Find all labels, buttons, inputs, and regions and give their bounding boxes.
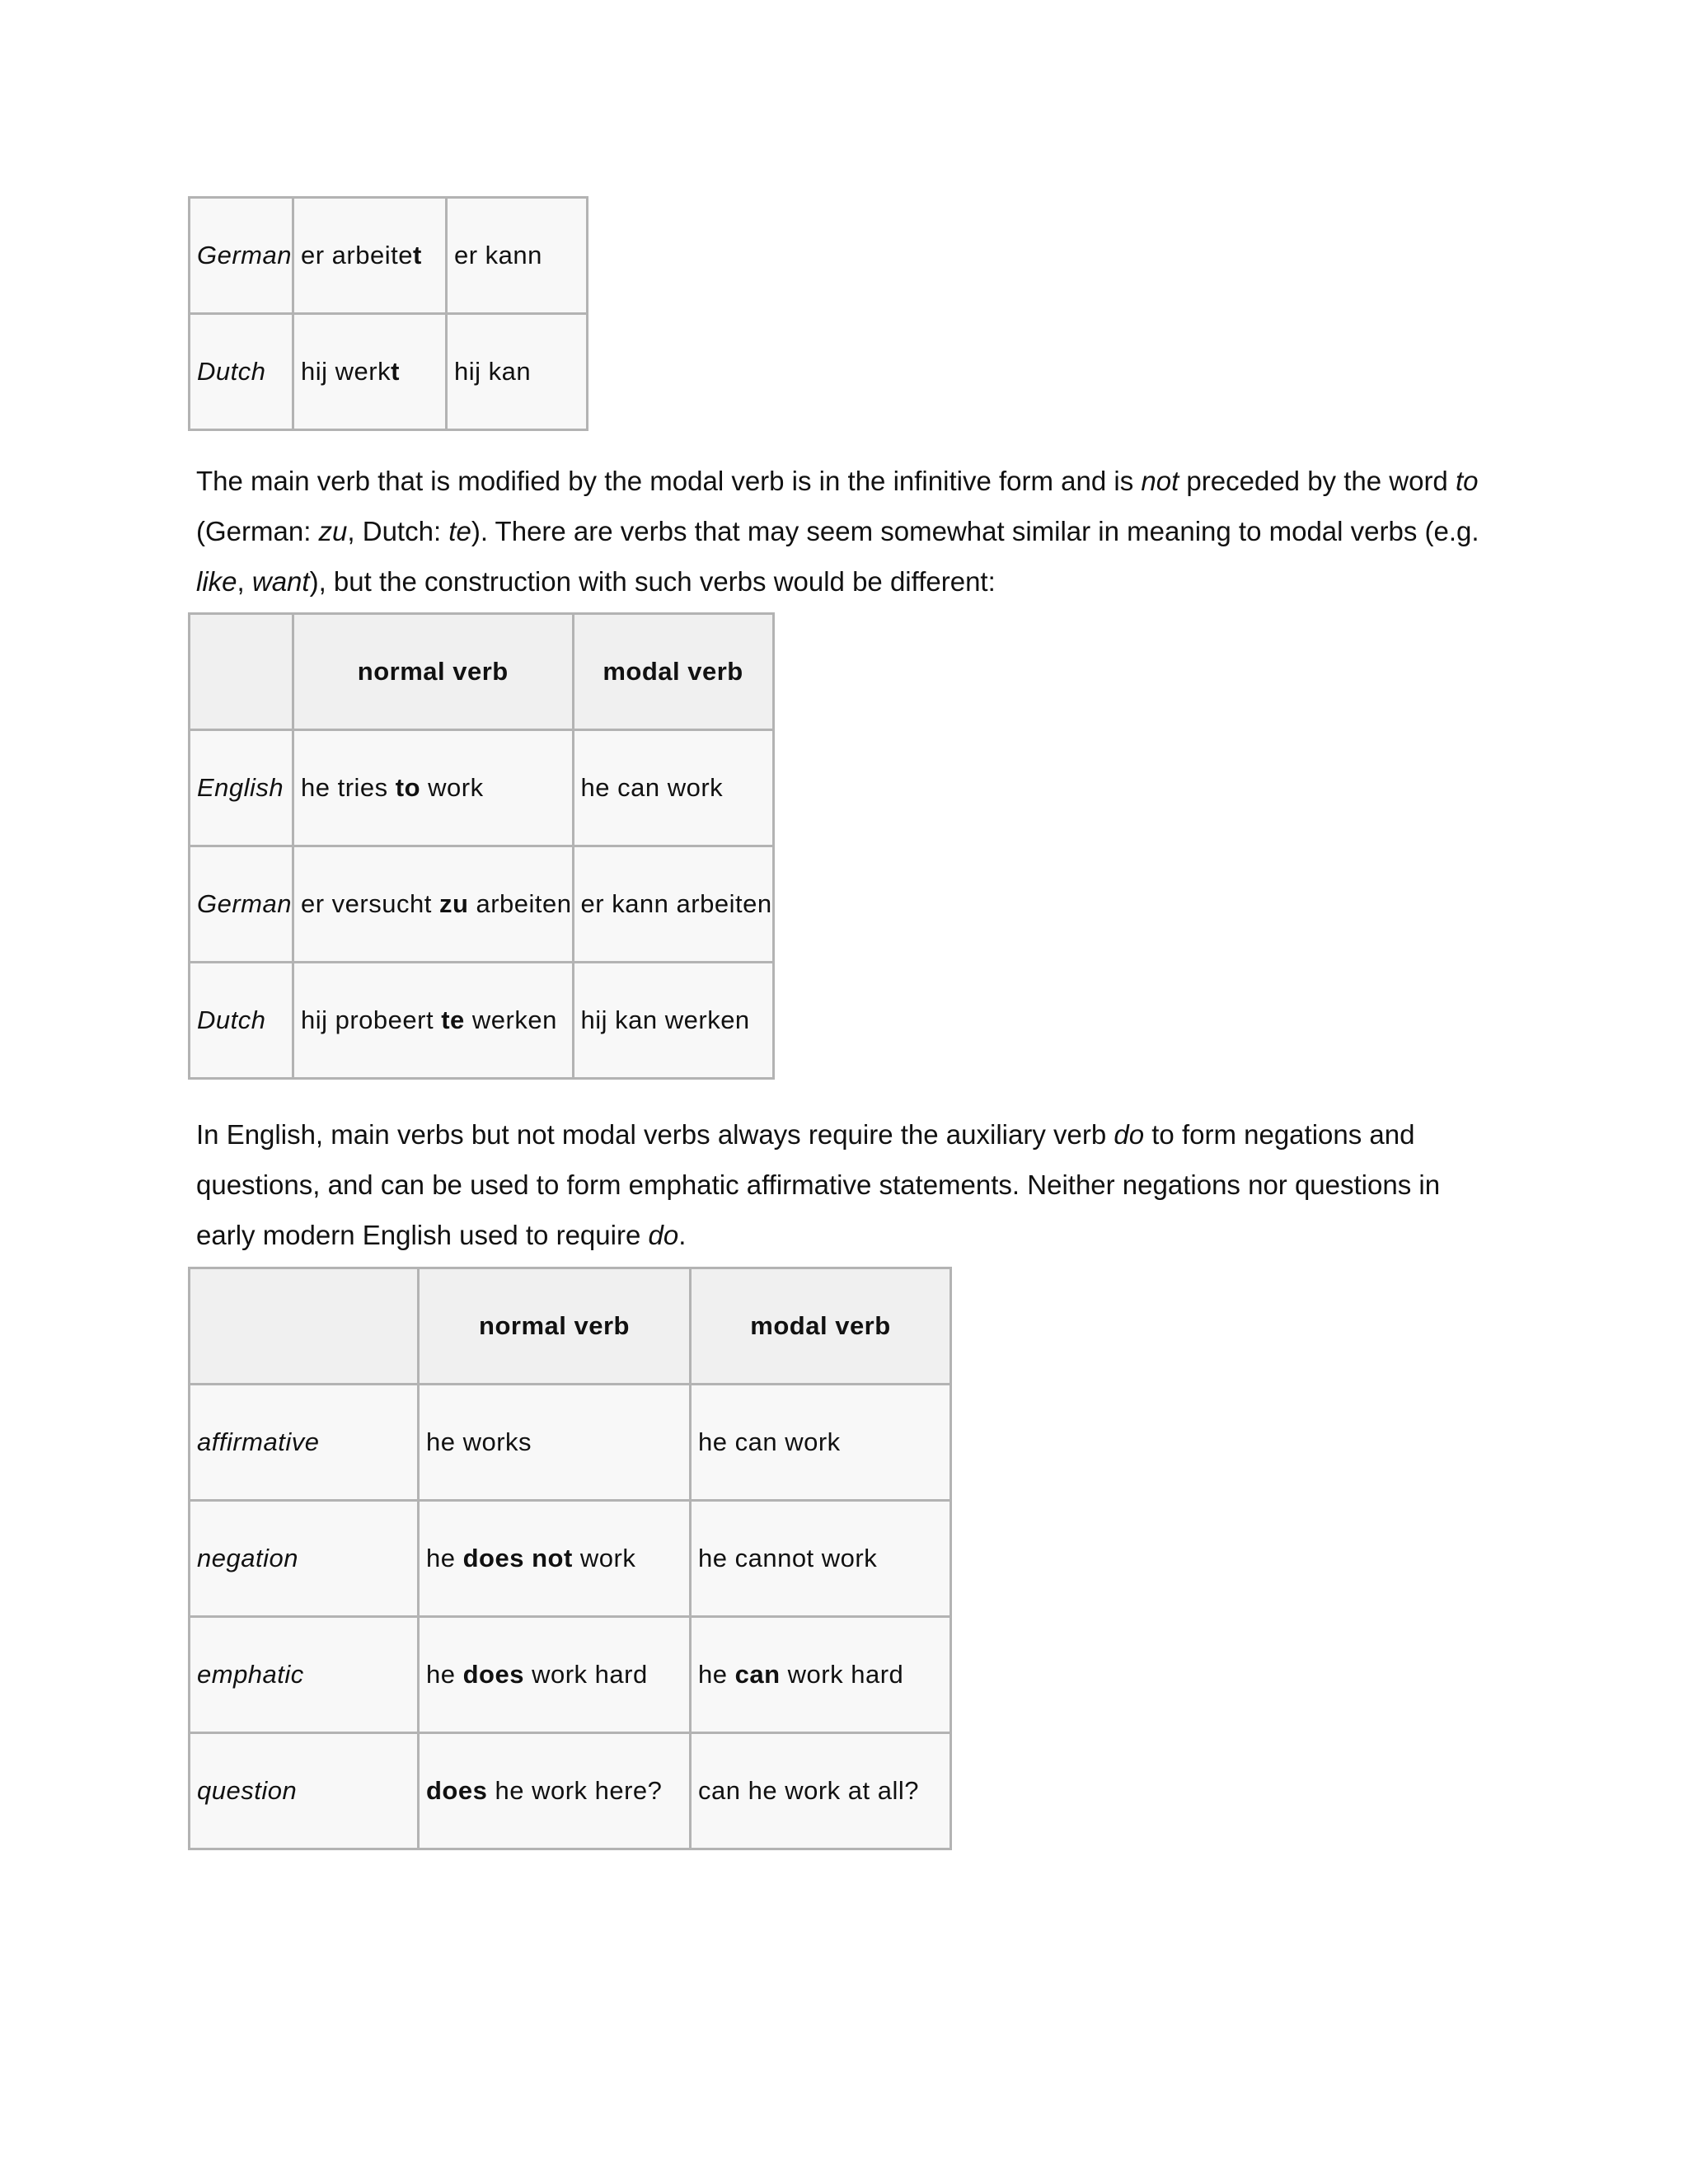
paragraph-infinitive: The main verb that is modified by the modal verb is in the infinitive form and is not preceded by the word to (German: zu, Dutch: te). There are verbs that may seem somewhat similar in meaning to modal verbs (e.g. like, want), but the construction with such verbs would be different:	[196, 466, 1479, 597]
header-cell: normal verb	[419, 1268, 691, 1385]
table-cell: hij kan	[447, 314, 588, 430]
table-row	[190, 846, 774, 963]
table-row	[190, 1617, 951, 1733]
paragraph-auxiliary-do: In English, main verbs but not modal verbs always require the auxiliary verb do to form negations and questions, and can be used to form emphatic affirmative statements. Neither negations nor questions in early modern English used to require do.	[196, 1119, 1441, 1250]
table-cell: he can work	[691, 1385, 951, 1501]
table-row	[190, 730, 774, 846]
row-label: negation	[190, 1501, 419, 1617]
table-cell: er kann arbeiten	[573, 846, 773, 963]
table-row	[190, 1501, 951, 1617]
table-cell: hij werkt	[293, 314, 447, 430]
table-cell: does he work here?	[419, 1733, 691, 1849]
table-row	[190, 1385, 951, 1501]
table-cell: er versucht zu arbeiten	[293, 846, 573, 963]
row-label: Dutch	[190, 314, 293, 430]
table-cell: he works	[419, 1385, 691, 1501]
table-cell: can he work at all?	[691, 1733, 951, 1849]
table-row	[190, 314, 588, 430]
row-label: German	[190, 846, 293, 963]
table-header-row	[190, 614, 774, 730]
header-cell	[190, 1268, 419, 1385]
table-cell: he tries to work	[293, 730, 573, 846]
table-cell: he can work hard	[691, 1617, 951, 1733]
table-cell: er arbeitet	[293, 198, 447, 314]
header-cell: modal verb	[691, 1268, 951, 1385]
header-cell: normal verb	[293, 614, 573, 730]
row-label: Dutch	[190, 963, 293, 1079]
do-support-table	[188, 1267, 952, 1850]
table-row	[190, 963, 774, 1079]
table-cell: hij kan werken	[573, 963, 773, 1079]
table-cell: he does work hard	[419, 1617, 691, 1733]
conjugation-table	[188, 196, 588, 431]
table-cell: he does not work	[419, 1501, 691, 1617]
table-header-row	[190, 1268, 951, 1385]
row-label: emphatic	[190, 1617, 419, 1733]
header-cell: modal verb	[573, 614, 773, 730]
header-cell	[190, 614, 293, 730]
table-cell: hij probeert te werken	[293, 963, 573, 1079]
infinitive-comparison-table	[188, 612, 775, 1080]
row-label: question	[190, 1733, 419, 1849]
table-row	[190, 1733, 951, 1849]
table-cell: er kann	[447, 198, 588, 314]
row-label: affirmative	[190, 1385, 419, 1501]
table-cell: he can work	[573, 730, 773, 846]
table-row	[190, 198, 588, 314]
table-cell: he cannot work	[691, 1501, 951, 1617]
row-label: German	[190, 198, 293, 314]
row-label: English	[190, 730, 293, 846]
